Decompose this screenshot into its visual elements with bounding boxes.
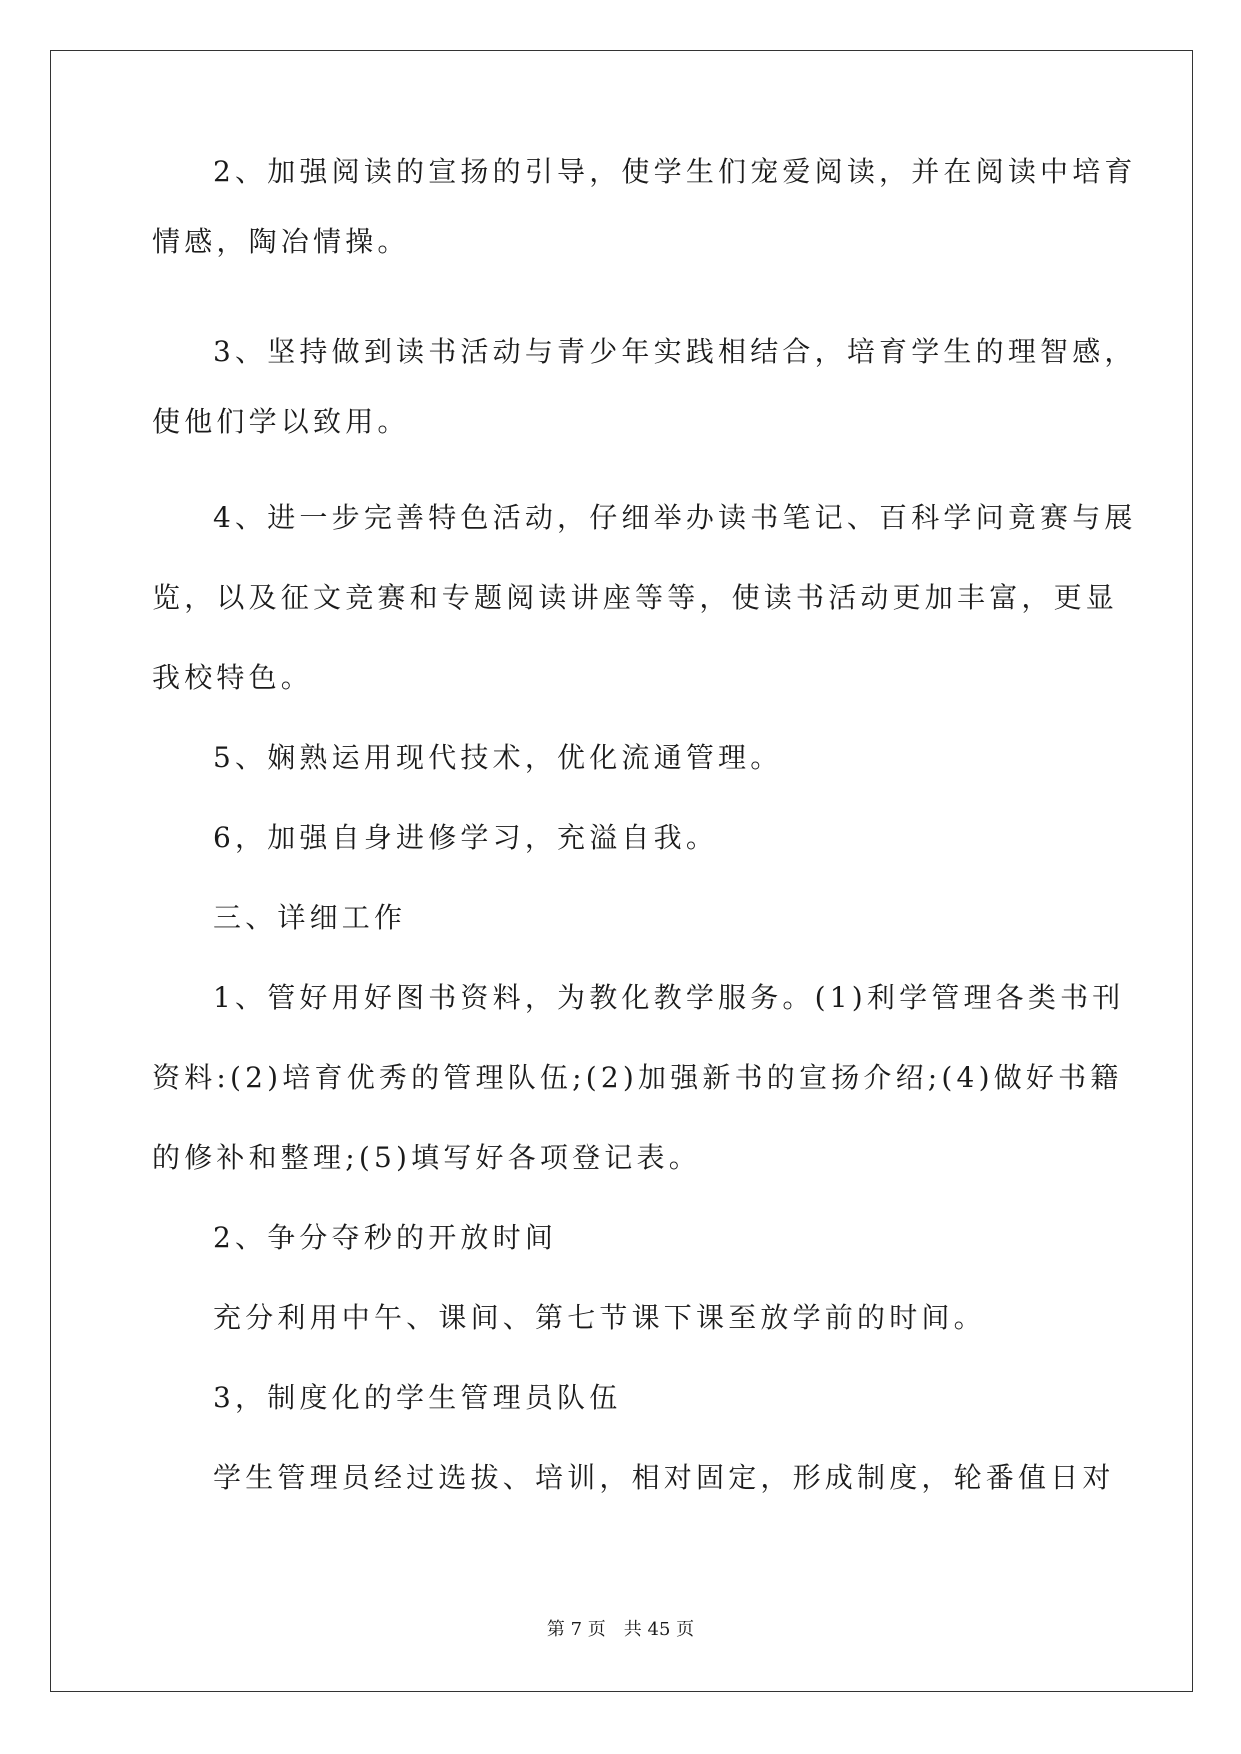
text-line: 6，加强自身进修学习，充溢自我。 — [213, 821, 719, 854]
text-line: 使他们学以致用。 — [152, 405, 410, 438]
page-number: 第 7 页 共 45 页 — [546, 1619, 695, 1640]
text-line: 2、争分夺秒的开放时间 — [213, 1221, 558, 1254]
section-heading: 三、详细工作 — [213, 901, 407, 934]
text-line: 我校特色。 — [152, 661, 314, 694]
text-line: 5、娴熟运用现代技术，优化流通管理。 — [213, 741, 783, 774]
text-line: 情感，陶冶情操。 — [152, 225, 410, 258]
text-line: 资料:(2)培育优秀的管理队伍;(2)加强新书的宣扬介绍;(4)做好书籍 — [152, 1061, 1123, 1094]
text-line: 的修补和整理;(5)填写好各项登记表。 — [152, 1141, 701, 1174]
text-line: 4、进一步完善特色活动，仔细举办读书笔记、百科学问竟赛与展 — [213, 501, 1137, 534]
text-line: 览，以及征文竞赛和专题阅读讲座等等，使读书活动更加丰富，更显 — [152, 581, 1119, 614]
text-line: 2、加强阅读的宣扬的引导，使学生们宠爱阅读，并在阅读中培育 — [213, 155, 1137, 188]
text-line: 3，制度化的学生管理员队伍 — [213, 1381, 622, 1414]
text-line: 充分利用中午、课间、第七节课下课至放学前的时间。 — [213, 1301, 986, 1334]
text-line: 1、管好用好图书资料，为教化教学服务。(1)利学管理各类书刊 — [213, 981, 1125, 1014]
text-line: 3、坚持做到读书活动与青少年实践相结合，培育学生的理智感， — [213, 335, 1137, 368]
text-line: 学生管理员经过选拔、培训，相对固定，形成制度，轮番值日对 — [213, 1461, 1115, 1494]
